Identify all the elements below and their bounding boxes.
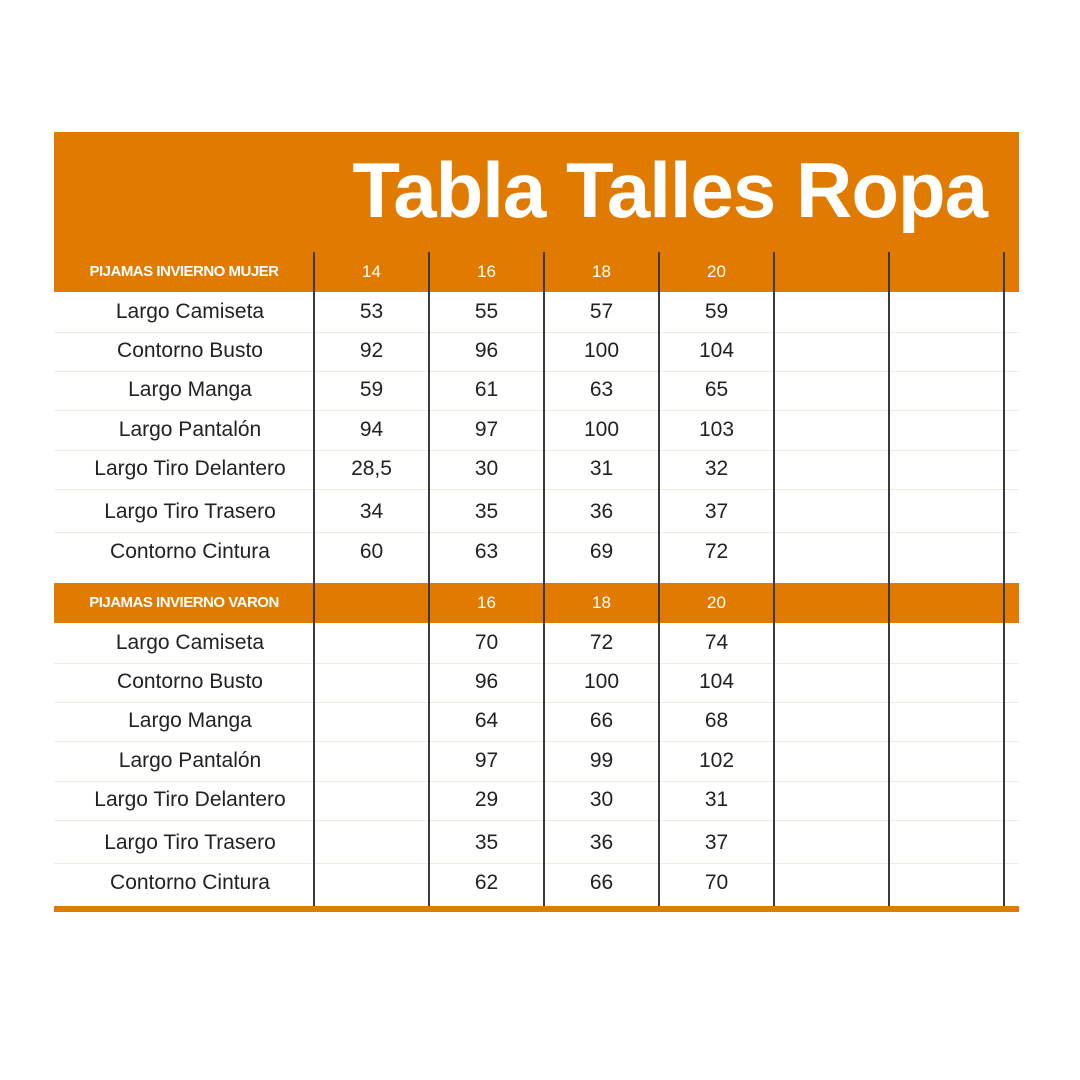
measurement-label: Largo Pantalón — [118, 418, 262, 441]
measurement-value: 70 — [474, 631, 499, 654]
title-banner — [54, 132, 1019, 252]
row-divider — [54, 450, 1019, 451]
measurement-label: Contorno Cintura — [110, 540, 270, 563]
row-divider — [54, 741, 1019, 742]
measurement-value: 100 — [583, 418, 620, 441]
measurement-value: 104 — [698, 670, 735, 693]
row-divider — [54, 781, 1019, 782]
measurement-value: 57 — [589, 300, 614, 323]
measurement-value: 31 — [704, 788, 729, 811]
measurement-value: 99 — [589, 749, 614, 772]
measurement-value: 59 — [359, 378, 384, 401]
measurement-value: 28,5 — [351, 457, 392, 480]
measurement-value: 92 — [359, 339, 384, 362]
measurement-label: Largo Manga — [128, 378, 252, 401]
row-divider — [54, 663, 1019, 664]
column-divider — [888, 252, 890, 912]
measurement-label: Largo Camiseta — [115, 631, 265, 654]
size-header: 20 — [707, 262, 726, 281]
measurement-label: Largo Camiseta — [115, 300, 265, 323]
measurement-value: 102 — [698, 749, 735, 772]
size-table — [54, 252, 1019, 912]
measurement-value: 37 — [704, 831, 729, 854]
measurement-label: Largo Tiro Trasero — [104, 831, 276, 854]
measurement-label: Contorno Cintura — [110, 871, 270, 894]
size-header: 18 — [592, 593, 611, 612]
measurement-value: 96 — [474, 670, 499, 693]
measurement-value: 55 — [474, 300, 499, 323]
measurement-label: Largo Tiro Trasero — [104, 500, 276, 523]
row-divider — [54, 489, 1019, 490]
page-title: Tabla Talles Ropa — [352, 146, 987, 234]
measurement-label: Largo Manga — [128, 709, 252, 732]
measurement-value: 61 — [474, 378, 499, 401]
measurement-value: 30 — [474, 457, 499, 480]
measurement-value: 29 — [474, 788, 499, 811]
measurement-value: 66 — [589, 709, 614, 732]
measurement-value: 63 — [589, 378, 614, 401]
size-header: 14 — [362, 262, 381, 281]
row-divider — [54, 820, 1019, 821]
measurement-value: 68 — [704, 709, 729, 732]
measurement-value: 34 — [359, 500, 384, 523]
measurement-value: 62 — [474, 871, 499, 894]
measurement-value: 64 — [474, 709, 499, 732]
column-divider — [658, 252, 660, 912]
measurement-value: 66 — [589, 871, 614, 894]
measurement-value: 63 — [474, 540, 499, 563]
measurement-value: 65 — [704, 378, 729, 401]
measurement-value: 36 — [589, 500, 614, 523]
measurement-value: 100 — [583, 339, 620, 362]
table-bottom-border — [54, 906, 1019, 912]
measurement-label: Contorno Busto — [117, 339, 263, 362]
measurement-value: 72 — [589, 631, 614, 654]
measurement-label: Largo Pantalón — [118, 749, 262, 772]
size-header: 20 — [707, 593, 726, 612]
measurement-value: 59 — [704, 300, 729, 323]
measurement-value: 36 — [589, 831, 614, 854]
measurement-value: 96 — [474, 339, 499, 362]
measurement-value: 60 — [359, 540, 384, 563]
size-header: 16 — [477, 593, 496, 612]
measurement-label: Largo Tiro Delantero — [94, 788, 286, 811]
row-divider — [54, 863, 1019, 864]
measurement-label: Largo Tiro Delantero — [94, 457, 286, 480]
row-divider — [54, 532, 1019, 533]
column-divider — [313, 252, 315, 912]
row-divider — [54, 332, 1019, 333]
measurement-value: 94 — [359, 418, 384, 441]
measurement-value: 97 — [474, 749, 499, 772]
measurement-value: 32 — [704, 457, 729, 480]
measurement-value: 74 — [704, 631, 729, 654]
measurement-label: Contorno Busto — [117, 670, 263, 693]
row-divider — [54, 702, 1019, 703]
measurement-value: 30 — [589, 788, 614, 811]
section-header-label: PIJAMAS INVIERNO MUJER — [89, 263, 279, 280]
row-divider — [54, 371, 1019, 372]
measurement-value: 70 — [704, 871, 729, 894]
size-header: 18 — [592, 262, 611, 281]
measurement-value: 35 — [474, 500, 499, 523]
measurement-value: 53 — [359, 300, 384, 323]
size-header: 16 — [477, 262, 496, 281]
measurement-value: 103 — [698, 418, 735, 441]
measurement-value: 97 — [474, 418, 499, 441]
measurement-value: 35 — [474, 831, 499, 854]
measurement-value: 37 — [704, 500, 729, 523]
measurement-value: 72 — [704, 540, 729, 563]
row-divider — [54, 410, 1019, 411]
measurement-value: 104 — [698, 339, 735, 362]
measurement-value: 100 — [583, 670, 620, 693]
column-divider — [428, 252, 430, 912]
column-divider — [773, 252, 775, 912]
measurement-value: 69 — [589, 540, 614, 563]
column-divider — [543, 252, 545, 912]
measurement-value: 31 — [589, 457, 614, 480]
section-header-label: PIJAMAS INVIERNO VARON — [89, 594, 279, 611]
column-divider — [1003, 252, 1005, 912]
